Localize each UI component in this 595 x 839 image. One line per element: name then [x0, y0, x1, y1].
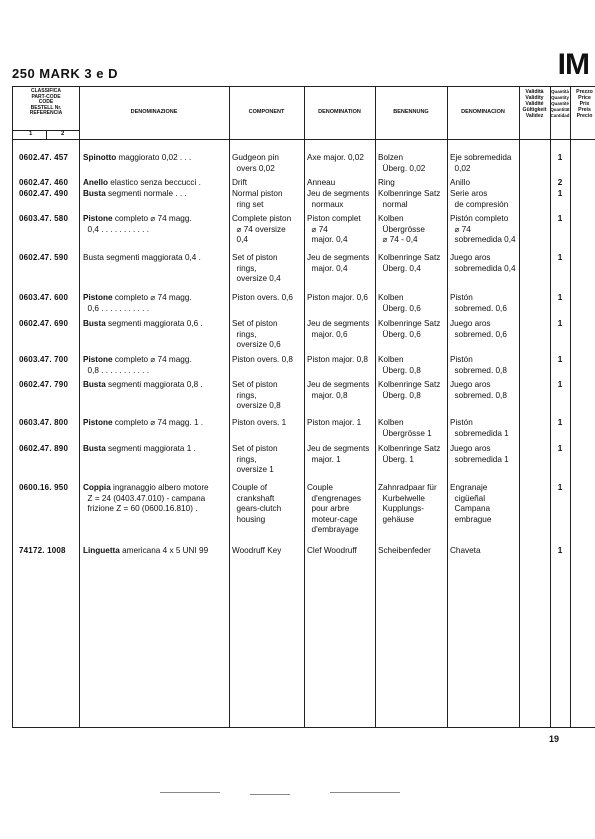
denominacion-cell: Juego aros sobremed. 0,8: [450, 380, 507, 400]
component-cell: Piston overs. 0,6: [232, 293, 293, 302]
denomination-cell: Couple d'engrenages pour arbre moteur-cage d'embrayage: [307, 483, 361, 535]
component-cell: Set of piston rings, oversize 0,6: [232, 319, 281, 350]
header-subcol-2: 2: [61, 131, 65, 137]
header-code: CLASSIFICA PART-CODE CODE BESTELL Nr. REFERENCIA: [29, 88, 63, 117]
component-cell: Complete piston ⌀ 74 oversize 0,4: [232, 214, 292, 245]
part-code: 0602.47. 490: [19, 189, 69, 198]
benennung-cell: Ring: [378, 178, 395, 187]
page-title: 250 MARK 3 e D: [12, 66, 118, 81]
table-row: [13, 189, 595, 209]
denominazione-cell: Pistone completo ⌀ 74 magg. 1 .: [83, 418, 204, 427]
component-cell: Gudgeon pin overs 0,02: [232, 153, 279, 173]
denomination-cell: Jeu de segments major. 1: [307, 444, 370, 464]
denomination-cell: Clef Woodruff: [307, 546, 357, 555]
part-code: 0603.47. 580: [19, 214, 69, 223]
table-row: [13, 253, 595, 284]
denominazione-cell: Busta segmenti maggiorata 0,6 .: [83, 319, 203, 328]
table-row: [13, 153, 595, 173]
quantity-cell: 2: [557, 178, 563, 187]
denomination-cell: Piston major. 1: [307, 418, 362, 427]
benennung-cell: Scheibenfeder: [378, 546, 431, 555]
denomination-cell: Jeu de segments major. 0,4: [307, 253, 370, 273]
benennung-cell: Kolben Übergrösse 1: [378, 418, 432, 438]
denominazione-cell: Busta segmenti maggiorata 0,8 .: [83, 380, 203, 389]
denominazione-cell: Anello elastico senza beccucci .: [83, 178, 201, 187]
quantity-cell: 1: [557, 380, 563, 389]
denominacion-cell: Pistón sobremedida 1: [450, 418, 509, 438]
denominacion-cell: Engranaje cigüeñal Campana embrague: [450, 483, 492, 524]
denominacion-cell: Anillo: [450, 178, 471, 187]
header-component: COMPONENT: [248, 109, 285, 115]
component-cell: Piston overs. 0,8: [232, 355, 293, 364]
part-code: 0603.47. 800: [19, 418, 69, 427]
denominazione-cell: Pistone completo ⌀ 74 magg. 0,8 . . . . . . . . . . .: [83, 355, 192, 375]
component-cell: Normal piston ring set: [232, 189, 283, 209]
benennung-cell: Kolben Überg. 0,8: [378, 355, 421, 375]
quantity-cell: 1: [557, 253, 563, 262]
benennung-cell: Kolbenringe Satz normal: [378, 189, 441, 209]
denominazione-cell: Busta segmenti normale . . .: [83, 189, 187, 198]
denomination-cell: Piston complet ⌀ 74 major. 0,4: [307, 214, 361, 245]
benennung-cell: Kolbenringe Satz Überg. 0,4: [378, 253, 441, 273]
denominacion-cell: Juego aros sobremed. 0,6: [450, 319, 507, 339]
quantity-cell: 1: [557, 214, 563, 223]
denominacion-cell: Eje sobremedida 0,02: [450, 153, 512, 173]
part-code: 0602.47. 790: [19, 380, 69, 389]
denominazione-cell: Pistone completo ⌀ 74 magg. 0,4 . . . . . . . . . . .: [83, 214, 192, 234]
component-cell: Drift: [232, 178, 248, 187]
component-cell: Set of piston rings, oversize 0,4: [232, 253, 281, 284]
table-row: [13, 483, 595, 535]
denomination-cell: Jeu de segments major. 0,6: [307, 319, 370, 339]
header-prezzo: Prezzo Price Prix Preis Precio: [576, 89, 593, 119]
denominacion-cell: Juego aros sobremedida 0,4: [450, 253, 516, 273]
benennung-cell: Zahnradpaar für Kurbelwelle Kupplungs- gehäuse: [378, 483, 437, 524]
part-code: 0603.47. 700: [19, 355, 69, 364]
header-quantita: Quantità Quantity Quantité Quantität Cantidad: [550, 89, 570, 118]
parts-table: [12, 86, 595, 728]
section-badge: IM: [557, 48, 589, 81]
table-row: [13, 546, 595, 555]
part-code: 0602.47. 890: [19, 444, 69, 453]
part-code: 0602.47. 457: [19, 153, 69, 162]
header-denominacion: DENOMINACION: [461, 109, 505, 115]
denomination-cell: Axe major. 0,02: [307, 153, 364, 162]
denominazione-cell: Coppia ingranaggio albero motore Z = 24 (0403.47.010) - campana frizione Z = 60 (0600.16.810) .: [83, 483, 209, 514]
denominacion-cell: Juego aros sobremedida 1: [450, 444, 509, 464]
quantity-cell: 1: [557, 189, 563, 198]
denominazione-cell: Spinotto maggiorato 0,02 . . .: [83, 153, 192, 162]
benennung-cell: Kolbenringe Satz Überg. 0,6: [378, 319, 441, 339]
table-row: [13, 178, 595, 187]
denominacion-cell: Pistón sobremed. 0,6: [450, 293, 507, 313]
scan-artifact-line: [250, 794, 290, 795]
quantity-cell: 1: [557, 355, 563, 364]
quantity-cell: 1: [557, 153, 563, 162]
table-row: [13, 319, 595, 350]
denominacion-cell: Chaveta: [450, 546, 481, 555]
part-code: 0603.47. 600: [19, 293, 69, 302]
quantity-cell: 1: [557, 444, 563, 453]
scan-artifact-line: [330, 792, 400, 793]
component-cell: Set of piston rings, oversize 0,8: [232, 380, 281, 411]
header-denomination: DENOMINATION: [318, 109, 361, 115]
table-row: [13, 214, 595, 245]
denomination-cell: Jeu de segments major. 0,8: [307, 380, 370, 400]
scan-artifact-line: [160, 792, 220, 793]
denominacion-cell: Serie aros de compresión: [450, 189, 509, 209]
denomination-cell: Jeu de segments normaux: [307, 189, 370, 209]
component-cell: Woodruff Key: [232, 546, 282, 555]
component-cell: Set of piston rings, oversize 1: [232, 444, 278, 475]
denomination-cell: Piston major. 0,6: [307, 293, 368, 302]
part-code: 0602.47. 590: [19, 253, 69, 262]
table-row: [13, 444, 595, 475]
benennung-cell: Kolben Überg. 0,6: [378, 293, 421, 313]
header-benennung: BENENNUNG: [393, 109, 429, 115]
benennung-cell: Kolbenringe Satz Überg. 0,8: [378, 380, 441, 400]
denomination-cell: Anneau: [307, 178, 336, 187]
benennung-cell: Kolbenringe Satz Überg. 1: [378, 444, 441, 464]
table-row: [13, 293, 595, 313]
part-code: 0602.47. 460: [19, 178, 69, 187]
denominazione-cell: Busta segmenti maggiorata 0,4 .: [83, 253, 201, 262]
denomination-cell: Piston major. 0,8: [307, 355, 368, 364]
denominazione-cell: Busta segmenti maggiorata 1 .: [83, 444, 196, 453]
quantity-cell: 1: [557, 319, 563, 328]
component-cell: Piston overs. 1: [232, 418, 287, 427]
denominazione-cell: Linguetta americana 4 x 5 UNI 99: [83, 546, 209, 555]
quantity-cell: 1: [557, 546, 563, 555]
table-row: [13, 355, 595, 375]
table-row: [13, 380, 595, 411]
quantity-cell: 1: [557, 418, 563, 427]
quantity-cell: 1: [557, 483, 563, 492]
denominacion-cell: Pistón completo ⌀ 74 sobremedida 0,4: [450, 214, 516, 245]
part-code: 0602.47. 690: [19, 319, 69, 328]
part-code: 0600.16. 950: [19, 483, 69, 492]
benennung-cell: Kolben Übergrösse ⌀ 74 - 0,4: [378, 214, 425, 245]
header-denominazione: DENOMINAZIONE: [130, 109, 178, 115]
header-subcol-1: 1: [29, 131, 33, 137]
denominacion-cell: Pistón sobremed. 0,8: [450, 355, 507, 375]
page-number: 19: [549, 734, 560, 744]
part-code: 74172. 1008: [19, 546, 66, 555]
header-validita: Validità Validity Validité Gültigkeit Validez: [522, 89, 547, 119]
quantity-cell: 1: [557, 293, 563, 302]
denominazione-cell: Pistone completo ⌀ 74 magg. 0,6 . . . . . . . . . . .: [83, 293, 192, 313]
benennung-cell: Bolzen Überg. 0,02: [378, 153, 426, 173]
component-cell: Couple of crankshaft gears-clutch housing: [232, 483, 282, 524]
table-row: [13, 418, 595, 438]
